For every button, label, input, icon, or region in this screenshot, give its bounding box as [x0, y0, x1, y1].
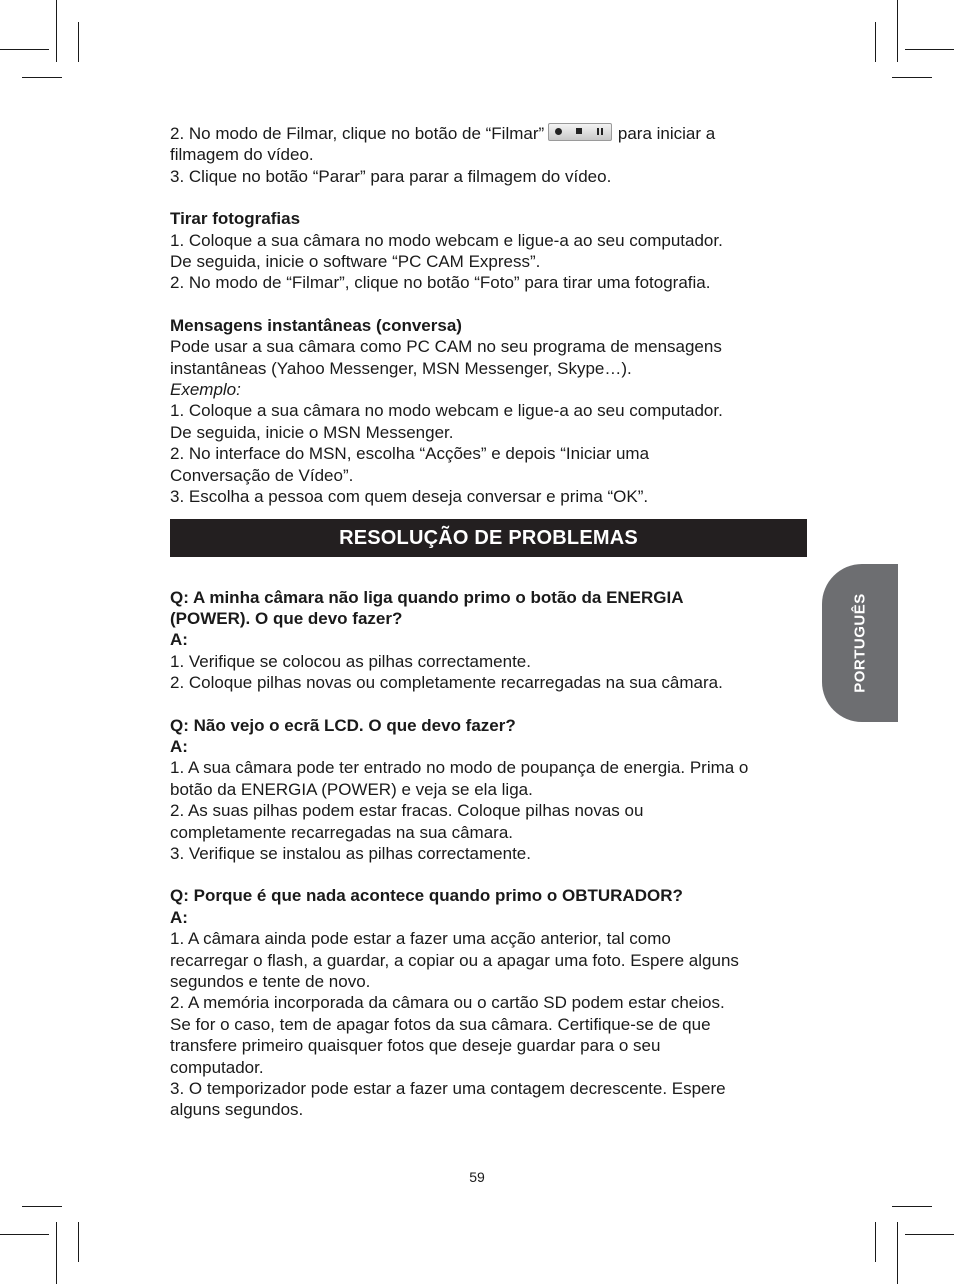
crop-mark	[56, 1222, 57, 1284]
section-heading: RESOLUÇÃO DE PROBLEMAS	[339, 526, 638, 549]
text-line	[170, 1099, 810, 1120]
body-text: recarregar o flash, a guardar, a copiar ou a apagar uma foto. Espere alguns	[170, 950, 739, 970]
body-text: 2. A memória incorporada da câmara ou o cartão SD podem estar cheios.	[170, 993, 725, 1013]
text-line	[170, 885, 810, 906]
text-line	[170, 1078, 810, 1099]
body-text: Conversação de Vídeo”.	[170, 465, 354, 485]
body-text: para iniciar a	[613, 124, 716, 143]
body-text: transfere primeiro quaisquer fotos que deseje guardar para o seu	[170, 1036, 661, 1056]
crop-mark	[0, 49, 49, 50]
heading-text: Q: Não vejo o ecrã LCD. O que devo fazer?	[170, 715, 516, 735]
crop-mark	[875, 22, 876, 62]
text-line	[170, 672, 810, 693]
troubleshooting-text	[170, 587, 810, 1121]
crop-mark	[78, 1222, 79, 1262]
text-line	[170, 486, 810, 507]
body-text: Pode usar a sua câmara como PC CAM no seu programa de mensagens	[170, 337, 722, 357]
text-line	[170, 379, 810, 400]
text-line	[170, 123, 810, 144]
heading-text: (POWER). O que devo fazer?	[170, 608, 403, 628]
crop-mark	[905, 49, 954, 50]
body-text: De seguida, inicie o software “PC CAM Express”.	[170, 252, 541, 272]
pause-icon	[597, 128, 603, 135]
crop-mark	[78, 22, 79, 62]
text-line	[170, 443, 810, 464]
body-text: 1. A câmara ainda pode estar a fazer uma acção anterior, tal como	[170, 929, 671, 949]
paragraph-gap	[170, 694, 810, 715]
body-text: computador.	[170, 1057, 264, 1077]
heading-text: Q: A minha câmara não liga quando primo o botão da ENERGIA	[170, 587, 684, 607]
crop-mark	[875, 1222, 876, 1262]
body-text: segundos e tente de novo.	[170, 972, 371, 991]
crop-mark	[892, 77, 932, 78]
body-text: 1. Coloque a sua câmara no modo webcam e ligue-a ao seu computador.	[170, 401, 723, 421]
body-text: filmagem do vídeo.	[170, 145, 314, 165]
text-line	[170, 1057, 810, 1078]
crop-mark	[897, 0, 898, 62]
body-text: 1. Coloque a sua câmara no modo webcam e ligue-a ao seu computador.	[170, 230, 723, 250]
crop-mark	[22, 77, 62, 78]
body-text: 1. A sua câmara pode ter entrado no modo de poupança de energia. Prima o	[170, 758, 749, 778]
text-line	[170, 400, 810, 421]
heading-text: A:	[170, 907, 188, 927]
body-text: alguns segundos.	[170, 1100, 304, 1120]
text-line	[170, 629, 810, 650]
paragraph-gap	[170, 187, 810, 208]
record-icon	[555, 128, 562, 135]
body-text: 3. Clique no botão “Parar” para parar a filmagem do vídeo.	[170, 166, 612, 186]
text-line	[170, 336, 810, 357]
text-line	[170, 651, 810, 672]
text-line	[170, 208, 810, 229]
body-text: De seguida, inicie o MSN Messenger.	[170, 422, 454, 442]
text-line	[170, 251, 810, 272]
body-text: 2. No modo de Filmar, clique no botão de “Filmar”	[170, 124, 545, 143]
text-line	[170, 843, 810, 864]
crop-mark	[56, 0, 57, 62]
heading-text: Tirar fotografias	[170, 209, 301, 229]
text-line	[170, 971, 810, 992]
text-line	[170, 465, 810, 486]
text-line	[170, 757, 810, 778]
body-text: Exemplo:	[170, 380, 241, 400]
text-line	[170, 822, 810, 843]
heading-text: A:	[170, 736, 188, 756]
text-line	[170, 1035, 810, 1056]
text-line	[170, 315, 810, 336]
body-text: completamente recarregadas na sua câmara.	[170, 822, 514, 842]
crop-mark	[905, 1234, 954, 1235]
crop-mark	[892, 1206, 932, 1207]
text-line	[170, 715, 810, 736]
side-tab-label: PORTUGUÊS	[851, 593, 869, 693]
text-line	[170, 992, 810, 1013]
record-stop-pause-icon	[548, 123, 612, 141]
crop-mark	[22, 1206, 62, 1207]
body-text: 2. As suas pilhas podem estar fracas. Coloque pilhas novas ou	[170, 801, 644, 821]
page-number: 59	[469, 1169, 485, 1185]
body-text: 1. Verifique se colocou as pilhas correctamente.	[170, 651, 531, 671]
body-text: 2. Coloque pilhas novas ou completamente recarregadas na sua câmara.	[170, 673, 723, 693]
body-text: 3. O temporizador pode estar a fazer uma contagem decrescente. Espere	[170, 1079, 726, 1099]
text-line	[170, 928, 810, 949]
text-line	[170, 779, 810, 800]
paragraph-gap	[170, 294, 810, 315]
body-text: instantâneas (Yahoo Messenger, MSN Messenger, Skype…).	[170, 358, 632, 378]
crop-mark	[0, 1234, 49, 1235]
heading-text: Mensagens instantâneas (conversa)	[170, 315, 462, 335]
body-text: Se for o caso, tem de apagar fotos da sua câmara. Certifique-se de que	[170, 1014, 711, 1034]
text-line	[170, 608, 810, 629]
crop-mark	[897, 1222, 898, 1284]
instructions-text	[170, 123, 810, 508]
text-line	[170, 1014, 810, 1035]
text-line	[170, 907, 810, 928]
paragraph-gap	[170, 864, 810, 885]
body-text: 3. Escolha a pessoa com quem deseja conversar e prima “OK”.	[170, 487, 649, 507]
text-line	[170, 358, 810, 379]
heading-text: A:	[170, 630, 188, 650]
text-line	[170, 422, 810, 443]
section-heading-bar	[170, 519, 807, 557]
page-content	[170, 123, 810, 1121]
body-text: 2. No interface do MSN, escolha “Acções” e depois “Iniciar uma	[170, 444, 650, 464]
language-side-tab	[822, 564, 898, 722]
text-line	[170, 587, 810, 608]
body-text: 2. No modo de “Filmar”, clique no botão “Foto” para tirar uma fotografia.	[170, 273, 711, 293]
heading-text: Q: Porque é que nada acontece quando primo o OBTURADOR?	[170, 886, 683, 906]
text-line	[170, 800, 810, 821]
stop-icon	[576, 128, 582, 134]
text-line	[170, 166, 810, 187]
body-text: 3. Verifique se instalou as pilhas correctamente.	[170, 843, 531, 863]
text-line	[170, 950, 810, 971]
text-line	[170, 230, 810, 251]
body-text: botão da ENERGIA (POWER) e veja se ela liga.	[170, 779, 533, 799]
text-line	[170, 736, 810, 757]
text-line	[170, 144, 810, 165]
text-line	[170, 272, 810, 293]
